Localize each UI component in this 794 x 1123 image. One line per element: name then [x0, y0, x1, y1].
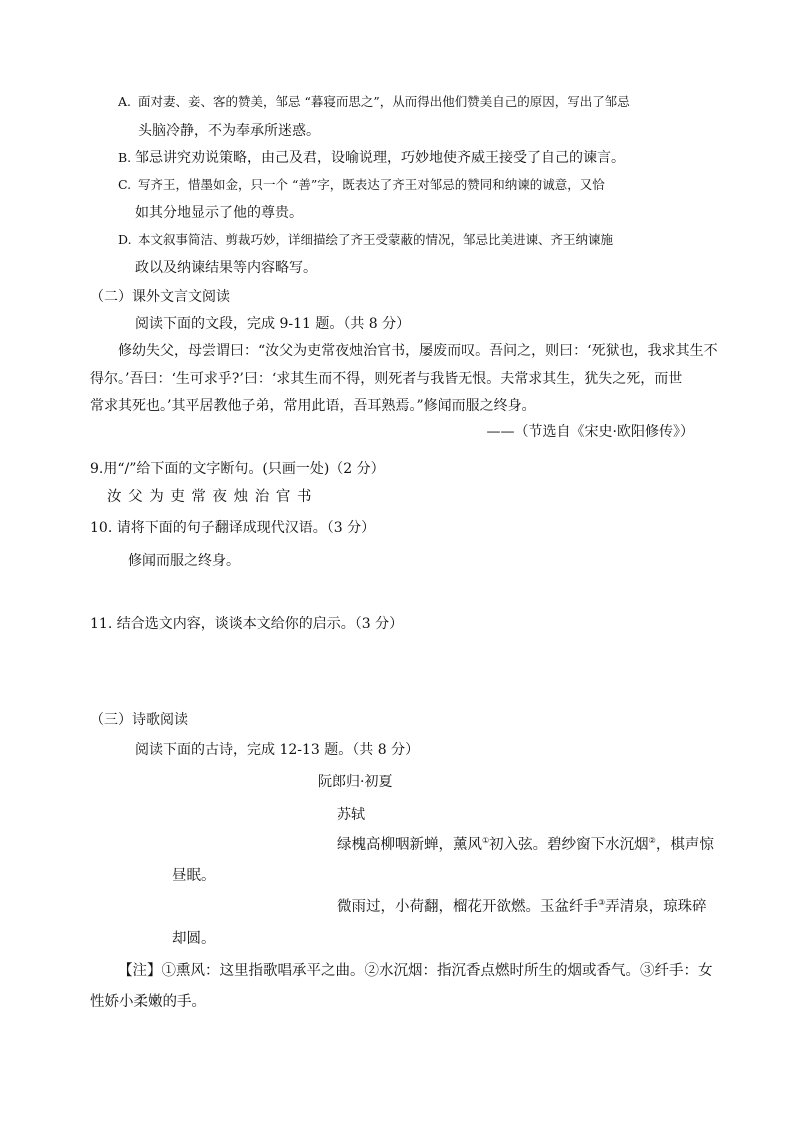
note-marker-1: ① — [482, 836, 490, 846]
section-2-intro: 阅读下面的文段，完成 9-11 题。（共 8 分） — [135, 316, 411, 332]
question-11: 11. 结合选文内容，谈谈本文给你的启示。（3 分） — [90, 616, 404, 632]
poem-line-1-c: ，棋声惊 — [655, 837, 714, 853]
passage-source: ——（节选自《宋史·欧阳修传》） — [486, 424, 694, 440]
poem-notes: 【注】①熏风：这里指歌唱承平之曲。②水沉烟：指沉香点燃时所生的烟或香气。③纤手：女 — [118, 963, 713, 979]
section-2-heading: （二）课外文言文阅读 — [90, 289, 230, 305]
passage-line-3: 常求其死也。’其平居教他子弟，常用此语，吾耳熟焉。”修闻而服之终身。 — [90, 398, 536, 414]
option-a-text-cont: 头脑冷静，不为奉承所迷惑。 — [138, 123, 320, 139]
option-c-label: C. — [118, 177, 132, 192]
option-d-label: D. — [118, 232, 132, 247]
poem-line-1 — [337, 838, 714, 853]
option-c-text-cont: 如其分地显示了他的尊贵。 — [135, 205, 303, 221]
poem-line-2 — [337, 900, 707, 915]
section-3-heading: （三）诗歌阅读 — [90, 712, 188, 728]
option-a-text: 面对妻、妾、客的赞美，邹忌 “暮寝而思之”，从而得出他们赞美自己的原因，写出了邹忌 — [138, 94, 630, 109]
option-b-label: B. — [118, 150, 132, 165]
poem-line-1-end: 昼眠。 — [172, 868, 216, 884]
option-d-text-cont: 政以及纳谏结果等内容略写。 — [135, 260, 317, 276]
poem-line-2-a: 微雨过，小荷翻，榴花开欲燃。玉盆纤手 — [337, 899, 598, 915]
option-d-text: 本文叙事简洁、剪裁巧妙，详细描绘了齐王受蒙蔽的情况，邹忌比美进谏、齐王纳谏施 — [138, 232, 614, 247]
option-b-text: 邹忌讲究劝说策略，由己及君，设喻说理，巧妙地使齐威王接受了自己的谏言。 — [135, 150, 625, 166]
poem-line-2-b: 弄清泉，琼珠碎 — [605, 899, 707, 915]
passage-line-2: 得尔。’吾曰：‘生可求乎?’曰：‘求其生而不得，则死者与我皆无恨。夫常求其生，犹失之死，而世 — [90, 371, 683, 387]
question-10-text: 修闻而服之终身。 — [128, 553, 240, 569]
question-9-text: 汝 父 为 吏 常 夜 烛 治 官 书 — [107, 489, 313, 505]
option-c-text: 写齐王，惜墨如金，只一个 “善”字，既表达了齐王对邹忌的赞同和纳谏的诚意，又恰 — [138, 177, 605, 192]
poem-author: 苏轼 — [337, 807, 365, 823]
poem-notes-cont: 性娇小柔嫩的手。 — [90, 994, 206, 1010]
option-a-label: A. — [118, 94, 132, 109]
poem-line-2-end: 却圆。 — [172, 931, 216, 947]
poem-line-1-b: 初入弦。碧纱窗下水沉烟 — [489, 837, 649, 853]
note-marker-2: ② — [648, 836, 656, 846]
question-9: 9.用“/”给下面的文字断句。(只画一处)（2 分） — [90, 461, 385, 477]
poem-line-1-a: 绿槐高柳咽新蝉，薰风 — [337, 837, 482, 853]
poem-title: 阮郎归·初夏 — [318, 774, 393, 790]
passage-line-1: 修幼失父，母尝谓曰：“汝父为吏常夜烛治官书，屡废而叹。吾问之，则曰：‘死狱也，我求其生不 — [118, 343, 718, 359]
question-10: 10. 请将下面的句子翻译成现代汉语。（3 分） — [90, 520, 376, 536]
note-marker-3: ③ — [598, 898, 606, 908]
section-3-intro: 阅读下面的古诗，完成 12-13 题。（共 8 分） — [135, 742, 420, 758]
